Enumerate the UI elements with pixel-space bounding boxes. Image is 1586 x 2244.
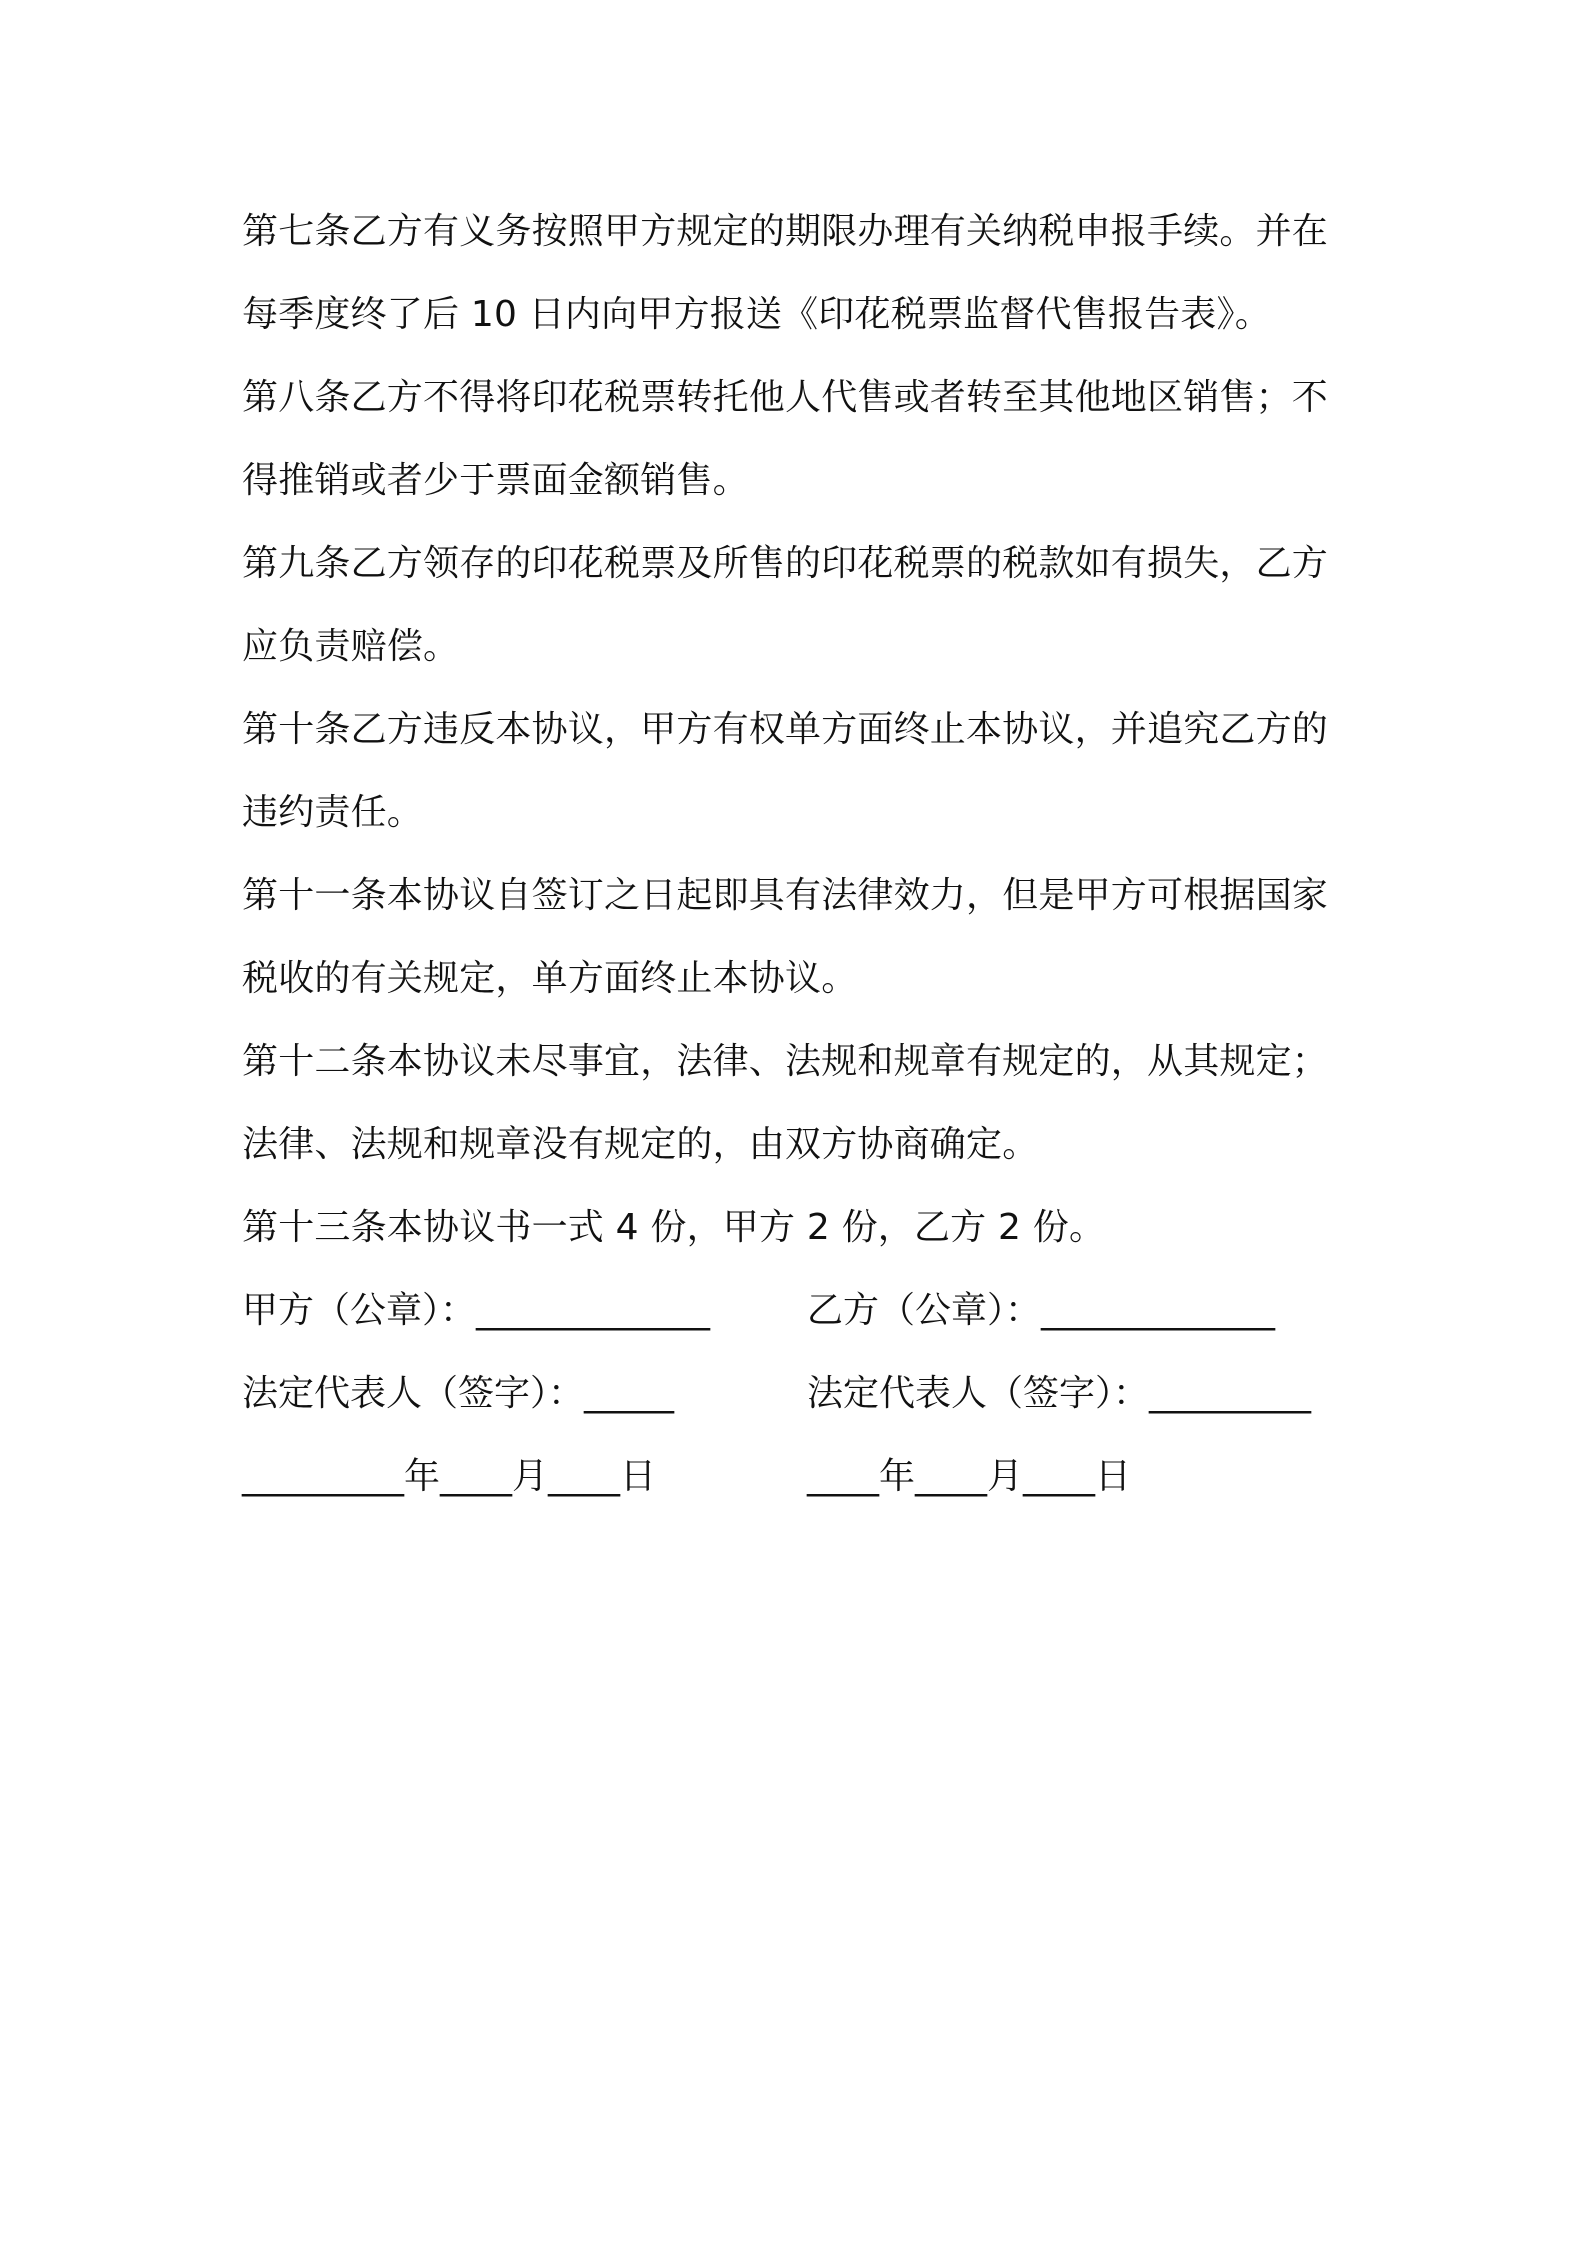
- article-11: [242, 854, 1362, 1020]
- document-body: [242, 190, 1362, 1518]
- signature-block: [242, 1269, 1362, 1518]
- article-11-line-2: 税收的有关规定，单方面终止本协议。: [242, 958, 858, 999]
- article-10-line-1: 第十条乙方违反本协议，甲方有权单方面终止本协议，并追究乙方的: [242, 709, 1329, 750]
- party-b-seal-field: 乙方（公章）：_____________: [807, 1290, 1276, 1331]
- party-b-date-field: ____年____月____日: [807, 1456, 1132, 1497]
- party-b-representative-field: 法定代表人（签字）：_________: [807, 1373, 1312, 1414]
- signature-date-row: [242, 1435, 1362, 1518]
- party-a-representative-field: 法定代表人（签字）：_____: [242, 1373, 675, 1414]
- party-a-seal-field: 甲方（公章）：_____________: [242, 1290, 711, 1331]
- article-11-line-1: 第十一条本协议自签订之日起即具有法律效力，但是甲方可根据国家: [242, 875, 1329, 916]
- article-8-line-2: 得推销或者少于票面金额销售。: [242, 460, 749, 501]
- article-9-line-1: 第九条乙方领存的印花税票及所售的印花税票的税款如有损失，乙方: [242, 543, 1329, 584]
- article-12-line-1: 第十二条本协议未尽事宜，法律、法规和规章有规定的，从其规定；: [242, 1041, 1329, 1082]
- article-10: [242, 688, 1362, 854]
- article-10-line-2: 违约责任。: [242, 792, 424, 833]
- article-8-line-1: 第八条乙方不得将印花税票转托他人代售或者转至其他地区销售；不: [242, 377, 1329, 418]
- article-12: [242, 1020, 1362, 1186]
- article-7: [242, 190, 1362, 356]
- article-13: [242, 1186, 1362, 1269]
- article-13-line-1: 第十三条本协议书一式 4 份，甲方 2 份，乙方 2 份。: [242, 1207, 1106, 1248]
- article-9-line-2: 应负责赔偿。: [242, 626, 460, 667]
- article-12-line-2: 法律、法规和规章没有规定的，由双方协商确定。: [242, 1124, 1039, 1165]
- signature-seal-row: [242, 1269, 1362, 1352]
- article-7-line-1: 第七条乙方有义务按照甲方规定的期限办理有关纳税申报手续。并在: [242, 211, 1329, 252]
- article-7-line-2: 每季度终了后 10 日内向甲方报送《印花税票监督代售报告表》。: [242, 294, 1271, 335]
- article-9: [242, 522, 1362, 688]
- signature-representative-row: [242, 1352, 1362, 1435]
- party-a-date-field: _________年____月____日: [242, 1456, 656, 1497]
- article-8: [242, 356, 1362, 522]
